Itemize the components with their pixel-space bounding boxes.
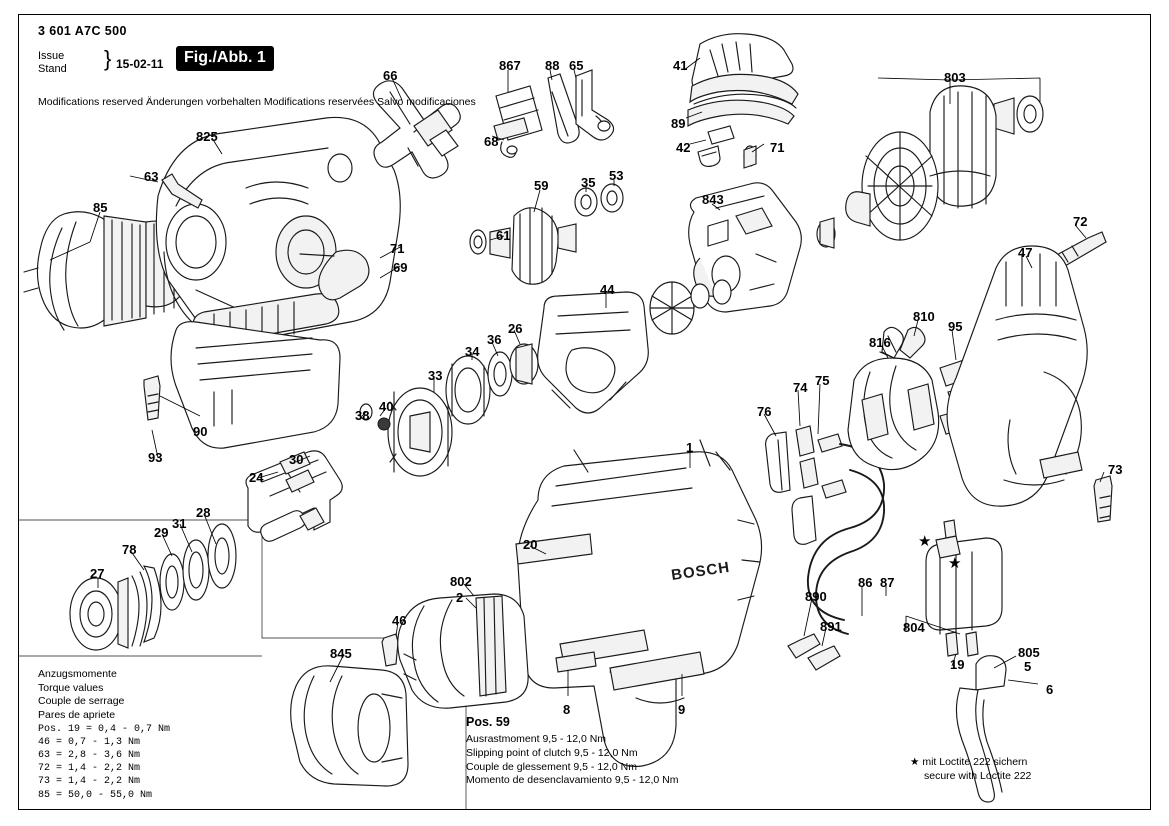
stand-label: Stand	[38, 62, 67, 75]
callout-86: 86	[858, 575, 873, 590]
callout-1: 1	[686, 440, 694, 455]
figure-label: Fig./Abb. 1	[176, 46, 274, 71]
callout-73: 73	[1108, 462, 1123, 477]
callout-41: 41	[673, 58, 688, 73]
callout-24: 24	[249, 470, 264, 485]
callout-8: 8	[563, 702, 571, 717]
callout-867: 867	[499, 58, 521, 73]
callout-816: 816	[869, 335, 891, 350]
callout-46: 46	[392, 613, 407, 628]
part-plate-44	[538, 292, 649, 413]
torque-values-block	[38, 668, 170, 802]
callout-90: 90	[193, 424, 208, 439]
callout-76: 76	[757, 404, 772, 419]
callout-69: 69	[393, 260, 408, 275]
loctite-star-1: ★	[918, 533, 932, 550]
callout-65: 65	[569, 58, 584, 73]
callout-44: 44	[600, 282, 615, 297]
callout-71: 71	[770, 140, 785, 155]
callout-843: 843	[702, 192, 724, 207]
torque-title-fr: Couple de serrage	[38, 695, 125, 708]
issue-stand-labels	[38, 50, 67, 75]
callout-825: 825	[196, 129, 218, 144]
callout-20: 20	[523, 537, 538, 552]
callout-845: 845	[330, 646, 352, 661]
part-handle-47	[947, 246, 1087, 506]
torque-row: 63 = 2,8 - 3,6 Nm	[38, 749, 141, 761]
callout-26: 26	[508, 321, 523, 336]
part-867-68	[494, 86, 542, 157]
callout-42: 42	[676, 140, 691, 155]
callout-38: 38	[355, 408, 370, 423]
callout-890: 890	[805, 589, 827, 604]
callout-805: 805	[1018, 645, 1040, 660]
callout-803: 803	[944, 70, 966, 85]
torque-row: 73 = 1,4 - 2,2 Nm	[38, 776, 141, 788]
callout-75: 75	[815, 373, 830, 388]
callout-85: 85	[93, 200, 108, 215]
callout-87: 87	[880, 575, 895, 590]
callout-72: 72	[1073, 214, 1088, 229]
callout-61: 61	[496, 228, 511, 243]
callout-19: 19	[950, 657, 965, 672]
torque-title-en: Torque values	[38, 681, 104, 694]
callout-36: 36	[487, 332, 502, 347]
callout-6: 6	[1046, 682, 1054, 697]
callout-891: 891	[820, 619, 842, 634]
callout-53: 53	[609, 168, 624, 183]
callout-78: 78	[122, 542, 137, 557]
callout-2: 2	[456, 590, 464, 605]
loctite-line-de: mit Loctite 222 sichern	[922, 756, 1028, 768]
issue-date: 15-02-11	[116, 57, 164, 71]
callout-74: 74	[793, 380, 808, 395]
part-gear-housing-825	[156, 117, 400, 448]
callout-31: 31	[172, 516, 187, 531]
callout-88: 88	[545, 58, 560, 73]
part-88-65	[548, 70, 614, 143]
loctite-star-2: ★	[948, 555, 962, 572]
callout-71: 71	[390, 241, 405, 256]
torque-title-de: Anzugsmomente	[38, 668, 117, 680]
callout-47: 47	[1018, 245, 1033, 260]
callout-9: 9	[678, 702, 686, 717]
callout-89: 89	[671, 116, 686, 131]
callout-95: 95	[948, 319, 963, 334]
part-bearings-27-28	[70, 524, 236, 650]
callout-35: 35	[581, 175, 596, 190]
part-housing-843	[650, 183, 801, 334]
callout-59: 59	[534, 178, 549, 193]
pos59-title: Pos. 59	[466, 715, 510, 729]
issue-label: Issue	[38, 50, 65, 62]
loctite-line-en: secure with Loctite 222	[924, 769, 1032, 782]
torque-title-es: Pares de apriete	[38, 708, 116, 721]
callout-33: 33	[428, 368, 443, 383]
callout-802: 802	[450, 574, 472, 589]
pos59-line: Slipping point of clutch 9,5 - 12,0 Nm	[466, 746, 638, 759]
callout-804: 804	[903, 620, 925, 635]
part-armature-803	[817, 86, 1043, 248]
callout-29: 29	[154, 525, 169, 540]
callout-34: 34	[465, 344, 480, 359]
pos59-line: Ausrastmoment 9,5 - 12,0 Nm	[466, 733, 607, 746]
callout-63: 63	[144, 169, 159, 184]
callout-68: 68	[484, 134, 499, 149]
torque-row: 46 = 0,7 - 1,3 Nm	[38, 736, 141, 748]
torque-row: 85 = 50,0 - 55,0 Nm	[38, 789, 153, 801]
pos59-line: Couple de glessement 9,5 - 12,0 Nm	[466, 760, 638, 773]
part-pinion-59	[470, 184, 623, 284]
loctite-note-block	[910, 756, 1031, 783]
torque-row: Pos. 19 = 0,4 - 0,7 Nm	[38, 723, 171, 735]
callout-28: 28	[196, 505, 211, 520]
pos59-note-block	[466, 714, 678, 788]
callout-93: 93	[148, 450, 163, 465]
brace-bracket: }	[104, 46, 112, 71]
pos59-line: Momento de desenclavamiento 9,5 - 12,0 Nm	[466, 774, 679, 787]
part-number: 3 601 A7C 500	[38, 24, 127, 38]
torque-row: 72 = 1,4 - 2,2 Nm	[38, 763, 141, 775]
modifications-note: Modifications reserved Änderungen vorbehalten Modifications reservées Salvo modificaciones	[38, 96, 476, 108]
callout-810: 810	[913, 309, 935, 324]
loctite-star-icon: ★	[910, 756, 920, 768]
callout-30: 30	[289, 452, 304, 467]
callout-27: 27	[90, 566, 105, 581]
callout-66: 66	[383, 68, 398, 83]
callout-40: 40	[379, 399, 394, 414]
brand-label-bosch: BOSCH	[670, 558, 732, 584]
callout-5: 5	[1024, 659, 1032, 674]
